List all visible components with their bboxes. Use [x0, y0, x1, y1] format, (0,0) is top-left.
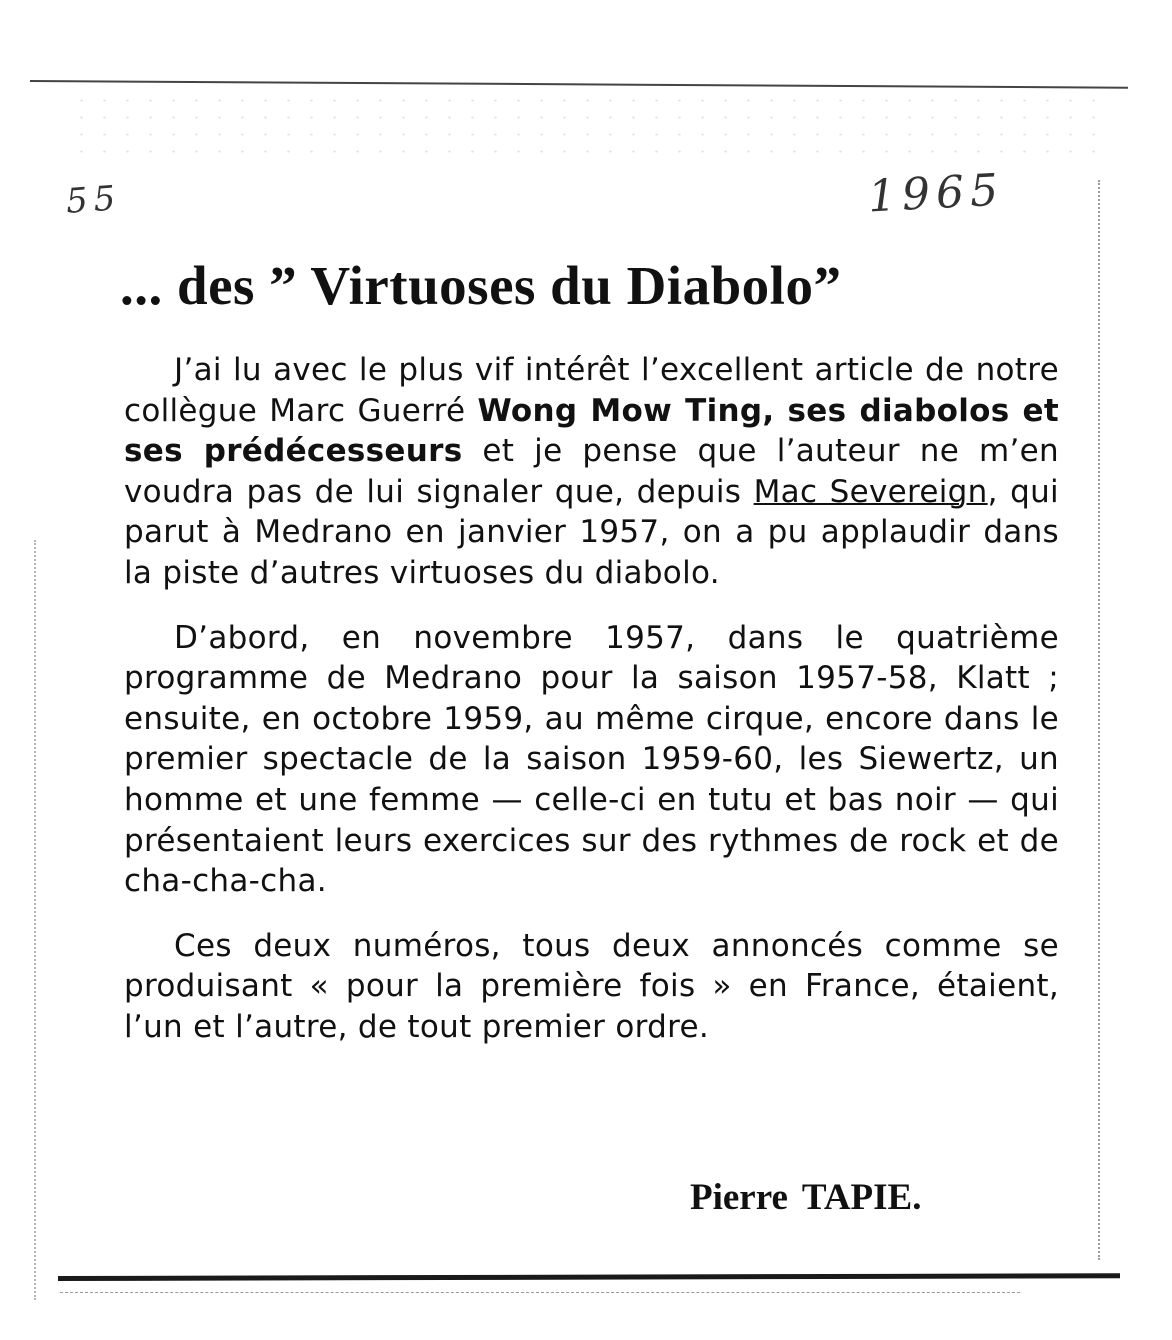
bottom-border-rule: [58, 1273, 1120, 1281]
author-last-name: TAPIE.: [801, 1177, 922, 1218]
top-border-rule: [30, 80, 1128, 89]
paragraph-2: D’abord, en novembre 1957, dans le quatrième programme de Medrano pour la saison 1957-58, Klatt ; ensuite, en octobre 1959, au même cirque, encore dans le premier spectacle de la saison 1959-60, les Siewertz, un homme et une femme — celle-ci en tutu et bas noir — qui présentaient leurs exercices sur des rythmes de rock et de cha-cha-cha.: [124, 619, 1059, 900]
paper-speckle: [70, 92, 1100, 162]
author-signature: [690, 1176, 922, 1219]
underlined-performer-name: Mac Severeign: [753, 473, 988, 510]
right-clipping-edge: [1098, 180, 1100, 1260]
handwritten-left-mark: 55: [64, 178, 123, 222]
left-clipping-edge: [34, 540, 36, 1300]
paragraph-1-lead: J’ai lu avec le plus vif intérêt l’excellent article de notre collègue Marc Guerré: [124, 352, 1059, 429]
paragraph-3: Ces deux numéros, tous deux annoncés comme se produisant « pour la première fois » en France, étaient, l’un et l’autre, de tout premier ordre.: [124, 927, 1059, 1045]
article-headline: ... des ” Virtuoses du Diabolo”: [120, 255, 842, 316]
paragraph-1: [124, 350, 1059, 594]
handwritten-year: 1965: [866, 164, 1006, 223]
paragraph-1-middle: et je pense que l’auteur ne m’en voudra pas de lui signaler que, depuis: [124, 433, 1059, 510]
author-first-name: Pierre: [690, 1177, 788, 1218]
bottom-dashed-rule: [60, 1292, 1020, 1294]
article-body: [124, 350, 1059, 1072]
paragraph-1-tail: , qui parut à Medrano en janvier 1957, on a pu applaudir dans la piste d’autres virtuoses du diabolo.: [124, 473, 1059, 591]
cited-article-title: Wong Mow Ting, ses diabolos et ses prédécesseurs: [124, 392, 1059, 470]
